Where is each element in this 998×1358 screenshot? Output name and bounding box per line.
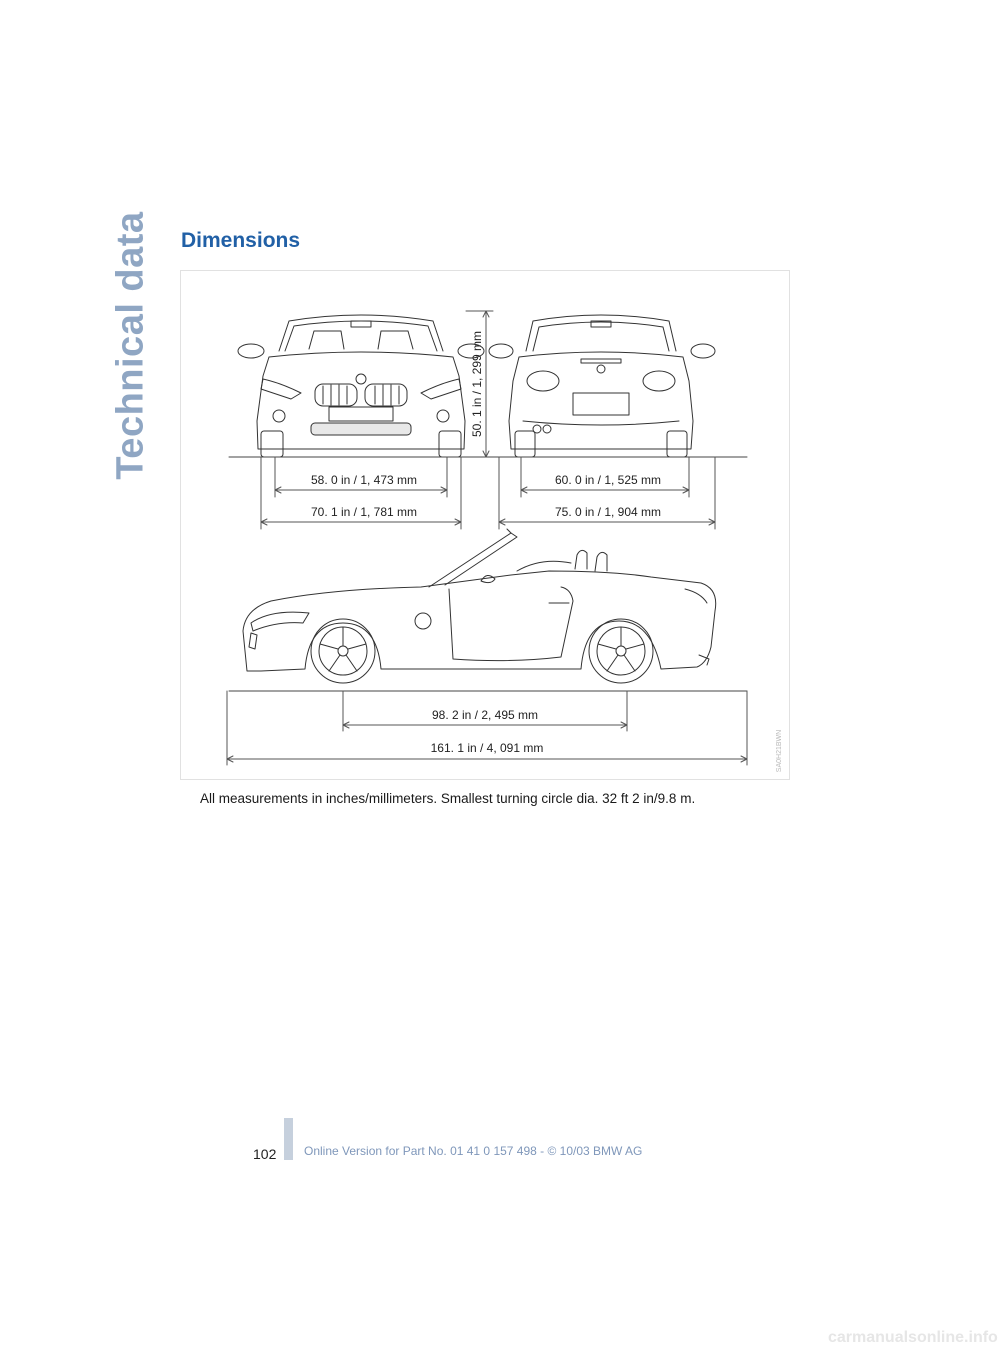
dimensions-drawing xyxy=(181,271,791,781)
page-number: 102 xyxy=(253,1146,277,1162)
dimensions-figure xyxy=(180,270,790,780)
section-tab xyxy=(108,210,154,480)
rear-view xyxy=(489,315,715,457)
footer-text: Online Version for Part No. 01 41 0 157 498 - © 10/03 BMW AG xyxy=(304,1144,643,1158)
rear-track-label: 60. 0 in / 1, 525 mm xyxy=(554,473,662,487)
length-label: 161. 1 in / 4, 091 mm xyxy=(430,741,544,755)
front-view xyxy=(238,315,484,457)
rear-width-label: 75. 0 in / 1, 904 mm xyxy=(554,505,662,519)
image-code: SA0H21BWN xyxy=(776,729,783,773)
figure-caption: All measurements in inches/millimeters. Smallest turning circle dia. 32 ft 2 in/9.8 m. xyxy=(200,791,696,806)
page-title: Dimensions xyxy=(181,229,301,252)
front-width-label: 70. 1 in / 1, 781 mm xyxy=(310,505,418,519)
site-watermark: carmanualsonline.info xyxy=(828,1329,998,1346)
section-tab-label: Technical data xyxy=(109,210,152,480)
height-label: 50. 1 in / 1, 299 mm xyxy=(470,330,484,438)
footer-bar xyxy=(284,1118,293,1160)
side-view xyxy=(243,529,716,683)
wheelbase-label: 98. 2 in / 2, 495 mm xyxy=(431,708,539,722)
front-track-label: 58. 0 in / 1, 473 mm xyxy=(310,473,418,487)
